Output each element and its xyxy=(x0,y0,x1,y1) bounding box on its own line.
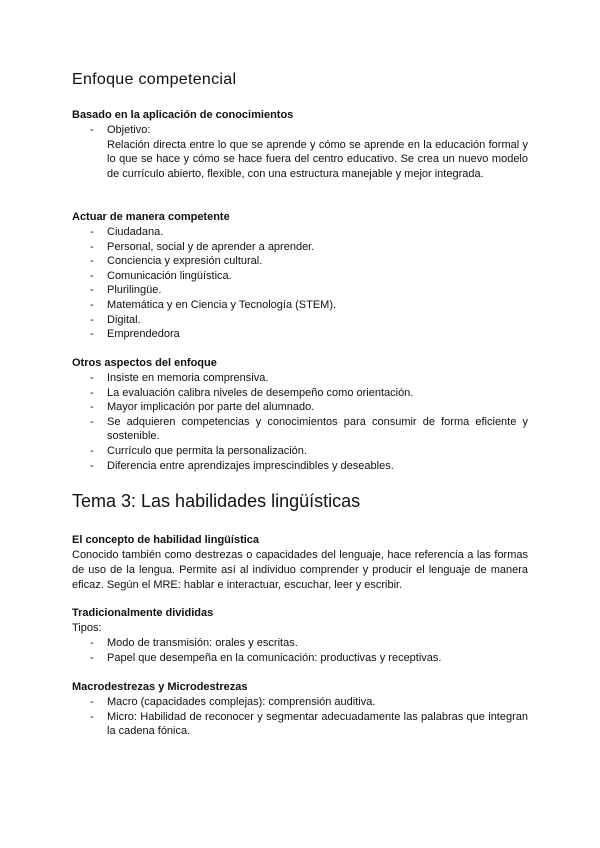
block-otros xyxy=(72,356,528,473)
list-item: - Se adquieren competencias y conocimientos para consumir de forma eficiente y sostenible. xyxy=(72,415,528,444)
block-macro xyxy=(72,680,528,739)
list-item: - Objetivo: xyxy=(72,123,528,138)
subheading-otros: Otros aspectos del enfoque xyxy=(72,357,217,369)
block-tradicional xyxy=(72,606,528,665)
list-item: - Matemática y en Ciencia y Tecnología (STEM). xyxy=(72,298,528,313)
list-item: - Plurilingüe. xyxy=(72,283,528,298)
objetivo-detail: Relación directa entre lo que se aprende y cómo se aprende en la educación formal y lo que se hace y cómo se hace fuera del centro educativo. Se crea un nuevo modelo de currículo abierto, flexible, con una estructura manejable y mejor integrada. xyxy=(107,138,528,180)
list-item: - Currículo que permita la personalización. xyxy=(72,444,528,459)
list-otros xyxy=(72,371,528,473)
tipos-label: Tipos: xyxy=(72,622,102,634)
subheading-basado: Basado en la aplicación de conocimientos xyxy=(72,109,294,121)
subheading-concepto: El concepto de habilidad lingüística xyxy=(72,534,260,546)
list-item: - Conciencia y expresión cultural. xyxy=(72,254,528,269)
block-actuar xyxy=(72,210,528,342)
list-item: - Micro: Habilidad de reconocer y segmentar adecuadamente las palabras que integran la cadena fónica. xyxy=(72,710,528,739)
section-title-enfoque: Enfoque competencial xyxy=(72,71,237,88)
list-basado xyxy=(72,123,528,138)
list-item: - Macro (capacidades complejas): comprensión auditiva. xyxy=(72,695,528,710)
list-item: - Diferencia entre aprendizajes imprescindibles y deseables. xyxy=(72,459,528,474)
block-basado xyxy=(72,108,528,181)
list-item: - Modo de transmisión: orales y escritas. xyxy=(72,636,528,651)
list-item: - La evaluación calibra niveles de desempeño como orientación. xyxy=(72,386,528,401)
subheading-tradicional: Tradicionalmente divididas xyxy=(72,607,214,619)
block-concepto xyxy=(72,533,528,593)
list-tradicional xyxy=(72,636,528,665)
list-actuar xyxy=(72,225,528,342)
list-macro xyxy=(72,695,528,739)
list-item: - Comunicación lingüística. xyxy=(72,269,528,284)
list-item: - Ciudadana. xyxy=(72,225,528,240)
list-item: - Emprendedora xyxy=(72,327,528,342)
section-title-tema3: Tema 3: Las habilidades lingüísticas xyxy=(72,491,361,511)
list-item: - Mayor implicación por parte del alumnado. xyxy=(72,400,528,415)
subheading-macro: Macrodestrezas y Microdestrezas xyxy=(72,681,248,693)
list-item: - Personal, social y de aprender a aprender. xyxy=(72,240,528,255)
list-item: - Digital. xyxy=(72,313,528,328)
subheading-actuar: Actuar de manera competente xyxy=(72,211,230,223)
list-item: - Insiste en memoria comprensiva. xyxy=(72,371,528,386)
list-item: - Papel que desempeña en la comunicación: productivas y receptivas. xyxy=(72,651,528,666)
concepto-text: Conocido también como destrezas o capacidades del lenguaje, hace referencia a las formas de uso de la lengua. Permite así al individuo comprender y producir el lenguaje de manera eficaz. Según el MRE: hablar e interactuar, escuchar, leer y escribir. xyxy=(72,549,528,591)
